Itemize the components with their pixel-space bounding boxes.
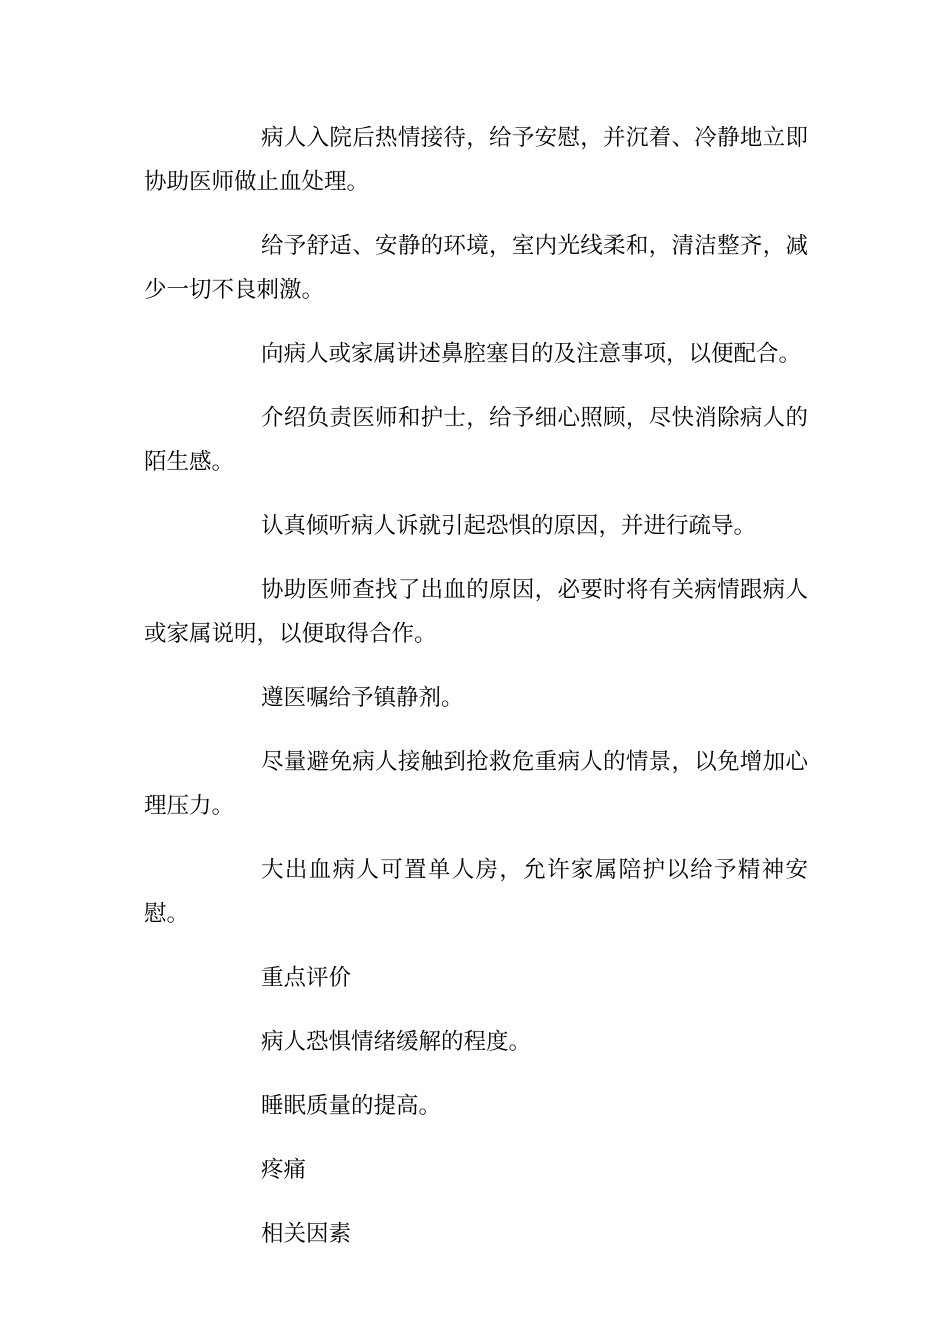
document-body — [144, 116, 808, 1276]
paragraph-sleep-quality: 睡眠质量的提高。 — [261, 1093, 442, 1119]
section-heading-related-factors: 相关因素 — [261, 1221, 352, 1247]
paragraph-introduce-staff: 介绍负责医师和护士，给予细心照顾，尽快消除病人的陌生感。 — [144, 405, 808, 475]
paragraph-quiet-environment: 给予舒适、安静的环境，室内光线柔和，清洁整齐，减少一切不良刺激。 — [144, 233, 808, 303]
paragraph-listen-to-patient: 认真倾听病人诉就引起恐惧的原因，并进行疏导。 — [261, 513, 757, 539]
paragraph-comfort-on-admission: 病人入院后热情接待，给予安慰，并沉着、冷静地立即协助医师做止血处理。 — [144, 125, 808, 195]
section-heading-evaluation: 重点评价 — [261, 965, 352, 991]
paragraph-sedatives: 遵医嘱给予镇静剂。 — [261, 685, 464, 711]
paragraph-avoid-emergency-scenes: 尽量避免病人接触到抢救危重病人的情景，以免增加心理压力。 — [144, 749, 808, 819]
section-heading-pain: 疼痛 — [261, 1157, 307, 1183]
paragraph-single-room: 大出血病人可置单人房，允许家属陪护以给予精神安慰。 — [144, 857, 808, 927]
paragraph-fear-relief: 病人恐惧情绪缓解的程度。 — [261, 1029, 532, 1055]
paragraph-explain-nasal-packing: 向病人或家属讲述鼻腔塞目的及注意事项，以便配合。 — [261, 341, 802, 367]
paragraph-find-bleeding-cause: 协助医师查找了出血的原因，必要时将有关病情跟病人或家属说明，以便取得合作。 — [144, 577, 808, 647]
